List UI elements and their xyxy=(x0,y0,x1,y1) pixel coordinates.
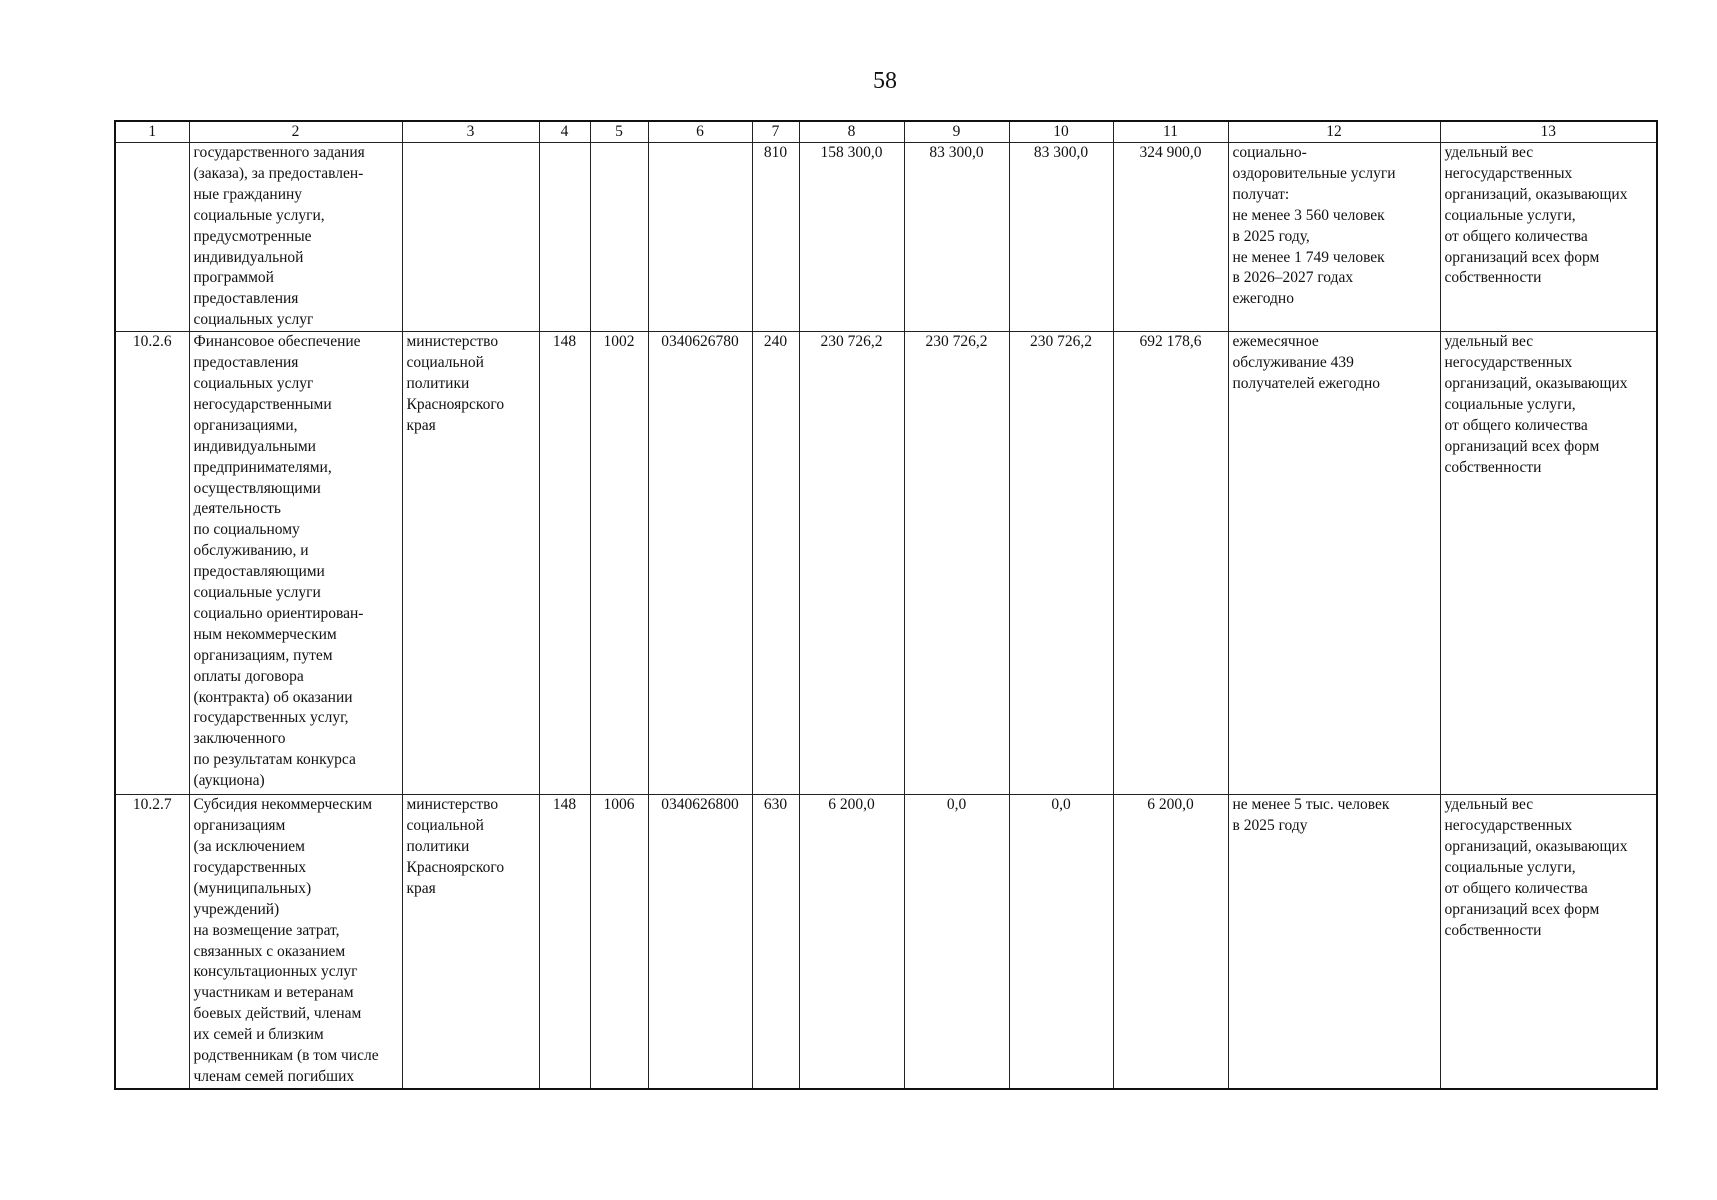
cell-description: Субсидия некоммерческим организациям (за исключением государственных (муниципальных) учреждений) на возмещение затрат, связанных с оказанием консультационных услуг участникам и ветеранам боевых действий, членам их семей и близким родственникам (в том числе членам семей погибших xyxy=(189,795,402,1089)
cell-number: 10.2.6 xyxy=(115,332,189,795)
header-cell: 5 xyxy=(590,121,648,143)
cell-executor xyxy=(402,143,539,332)
header-cell: 1 xyxy=(115,121,189,143)
cell-executor: министерство социальной политики Красноярского края xyxy=(402,795,539,1089)
header-cell: 9 xyxy=(904,121,1009,143)
cell-expected-result: ежемесячное обслуживание 439 получателей ежегодно xyxy=(1228,332,1440,795)
cell-indicator: удельный вес негосударственных организаций, оказывающих социальные услуги, от общего количества организаций всех форм собственности xyxy=(1440,143,1657,332)
cell-indicator: удельный вес негосударственных организаций, оказывающих социальные услуги, от общего количества организаций всех форм собственности xyxy=(1440,332,1657,795)
header-cell: 4 xyxy=(539,121,590,143)
cell-description: государственного задания (заказа), за предоставлен- ные гражданину социальные услуги, предусмотренные индивидуальной программой предоставления социальных услуг xyxy=(189,143,402,332)
cell-csr: 0340626800 xyxy=(648,795,752,1089)
cell-description: Финансовое обеспечение предоставления социальных услуг негосударственными организациями, индивидуальными предпринимателями, осуществляющими деятельность по социальному обслуживанию, и предоставляющими социальные услуги социально ориентирован- ным некоммерческим организациям, путем оплаты договора (контракта) об оказании государственных услуг, заключенного по результатам конкурса (аукциона) xyxy=(189,332,402,795)
cell-amount-2025: 230 726,2 xyxy=(799,332,904,795)
cell-grbs xyxy=(539,143,590,332)
budget-table xyxy=(114,120,1658,1090)
cell-number: 10.2.7 xyxy=(115,795,189,1089)
header-cell: 11 xyxy=(1113,121,1228,143)
page-number: 58 xyxy=(873,68,897,94)
cell-expected-result: не менее 5 тыс. человек в 2025 году xyxy=(1228,795,1440,1089)
header-cell: 10 xyxy=(1009,121,1113,143)
header-cell: 6 xyxy=(648,121,752,143)
cell-amount-2026: 83 300,0 xyxy=(904,143,1009,332)
cell-rzpr: 1002 xyxy=(590,332,648,795)
cell-executor: министерство социальной политики Красноярского края xyxy=(402,332,539,795)
header-cell: 2 xyxy=(189,121,402,143)
cell-amount-total: 324 900,0 xyxy=(1113,143,1228,332)
cell-vr: 810 xyxy=(752,143,799,332)
cell-amount-2026: 230 726,2 xyxy=(904,332,1009,795)
header-cell: 13 xyxy=(1440,121,1657,143)
cell-number xyxy=(115,143,189,332)
table-row xyxy=(115,332,1657,795)
cell-rzpr xyxy=(590,143,648,332)
table-row xyxy=(115,795,1657,1089)
cell-amount-2026: 0,0 xyxy=(904,795,1009,1089)
cell-amount-total: 692 178,6 xyxy=(1113,332,1228,795)
cell-csr: 0340626780 xyxy=(648,332,752,795)
cell-vr: 630 xyxy=(752,795,799,1089)
table-row xyxy=(115,143,1657,332)
header-cell: 12 xyxy=(1228,121,1440,143)
header-cell: 8 xyxy=(799,121,904,143)
cell-amount-2025: 158 300,0 xyxy=(799,143,904,332)
cell-grbs: 148 xyxy=(539,795,590,1089)
cell-vr: 240 xyxy=(752,332,799,795)
cell-amount-2025: 6 200,0 xyxy=(799,795,904,1089)
cell-csr xyxy=(648,143,752,332)
cell-amount-total: 6 200,0 xyxy=(1113,795,1228,1089)
header-row xyxy=(115,121,1657,143)
cell-indicator: удельный вес негосударственных организаций, оказывающих социальные услуги, от общего количества организаций всех форм собственности xyxy=(1440,795,1657,1089)
cell-rzpr: 1006 xyxy=(590,795,648,1089)
cell-amount-2027: 83 300,0 xyxy=(1009,143,1113,332)
cell-amount-2027: 230 726,2 xyxy=(1009,332,1113,795)
cell-amount-2027: 0,0 xyxy=(1009,795,1113,1089)
cell-expected-result: социально- оздоровительные услуги получат: не менее 3 560 человек в 2025 году, не менее 1 749 человек в 2026–2027 годах ежегодно xyxy=(1228,143,1440,332)
cell-grbs: 148 xyxy=(539,332,590,795)
header-cell: 7 xyxy=(752,121,799,143)
header-cell: 3 xyxy=(402,121,539,143)
